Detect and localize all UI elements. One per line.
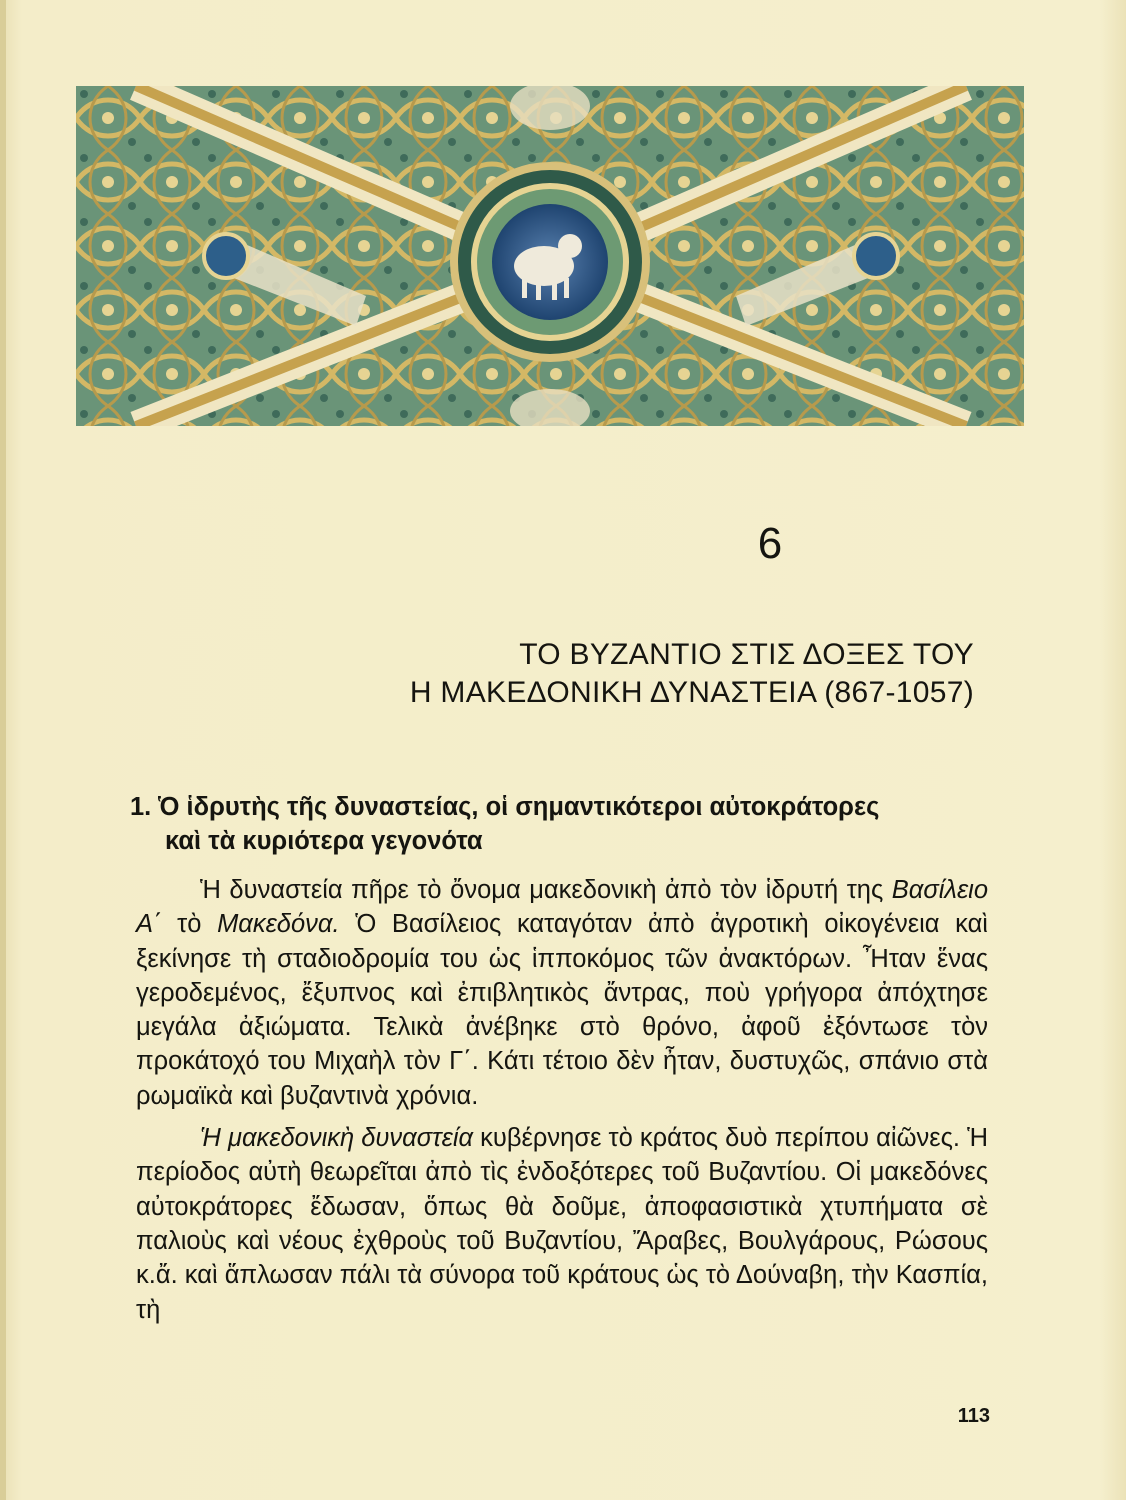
mosaic-lamb-of-god-icon bbox=[76, 86, 1024, 426]
paragraph-1 bbox=[136, 873, 988, 1113]
section-heading-line-1: 1. Ὁ ἱδρυτὴς τῆς δυναστείας, οἱ σημαντικότεροι αὐτοκράτορες bbox=[130, 793, 880, 821]
paragraph-2-emphasis: Ἡ μακεδονικὴ δυναστεία bbox=[200, 1124, 474, 1153]
mosaic-image bbox=[76, 86, 1024, 426]
section-heading-line-2: καὶ τὰ κυριότερα γεγονότα bbox=[165, 827, 483, 855]
section-heading bbox=[130, 790, 1000, 858]
chapter-title-line-2: Η ΜΑΚΕΔΟΝΙΚΗ ΔΥΝΑΣΤΕΙΑ (867-1057) bbox=[409, 676, 974, 709]
paragraph-1-text-c: Ὁ Βασίλειος καταγόταν ἀπὸ ἀγροτικὴ οἰκογένεια καὶ ξεκίνησε τὴ σταδιοδρομία του ὡς ἱπποκόμος τῶν ἀνακτόρων. Ἦταν ἕνας γεροδεμένος, ἔξυπνος καὶ ἐπιβλητικὸς ἄντρας, ποὺ γρήγορα ἀπόχτησε μεγάλα ἀξιώματα. Τελικὰ ἀνέβηκε στὸ θρόνο, ἀφοῦ ἐξόντωσε τὸν προκάτοχό του Μιχαὴλ τὸν Γ΄. Κάτι τέτοιο δὲν ἦταν, δυστυχῶς, σπάνιο στὰ ρωμαϊκὰ καὶ βυζαντινὰ χρόνια. bbox=[136, 910, 988, 1110]
paragraph-1-text-a: Ἡ δυναστεία πῆρε τὸ ὄνομα μακεδονικὴ ἀπὸ τὸν ἱδρυτή της bbox=[200, 876, 892, 904]
paragraph-1-text-b: τὸ bbox=[161, 910, 218, 939]
paragraph-2-text: κυβέρνησε τὸ κράτος δυὸ περίπου αἰῶνες. Ἡ περίοδος αὐτὴ θεωρεῖται ἀπὸ τὶς ἐνδοξότερες τοῦ Βυζαντίου. Οἱ μακεδόνες αὐτοκράτορες ἔδωσαν, ὅπως θὰ δοῦμε, ἀποφασιστικὰ χτυπήματα σὲ παλιοὺς καὶ νέους ἐχθροὺς τοῦ Βυζαντίου, Ἄραβες, Βουλγάρους, Ρώσους κ.ἄ. καὶ ἅπλωσαν πάλι τὰ σύνορα τοῦ κράτους ὡς τὸ Δούναβη, τὴν Κασπία, τὴ bbox=[136, 1124, 988, 1324]
paragraph-1-emphasis-a: Βασίλειο Α΄ bbox=[136, 876, 988, 939]
paragraph-1-emphasis-b: Μακεδόνα. bbox=[217, 910, 340, 939]
chapter-title-line-1: ΤΟ ΒΥΖΑΝΤΙΟ ΣΤΙΣ ΔΟΞΕΣ ΤΟΥ bbox=[519, 638, 974, 671]
chapter-title bbox=[410, 636, 974, 712]
page-number: 113 bbox=[957, 1405, 990, 1427]
paragraph-2 bbox=[136, 1121, 988, 1327]
body-text bbox=[136, 873, 988, 1335]
chapter-number: 6 bbox=[757, 519, 783, 568]
page-spine-edge bbox=[0, 0, 6, 1500]
